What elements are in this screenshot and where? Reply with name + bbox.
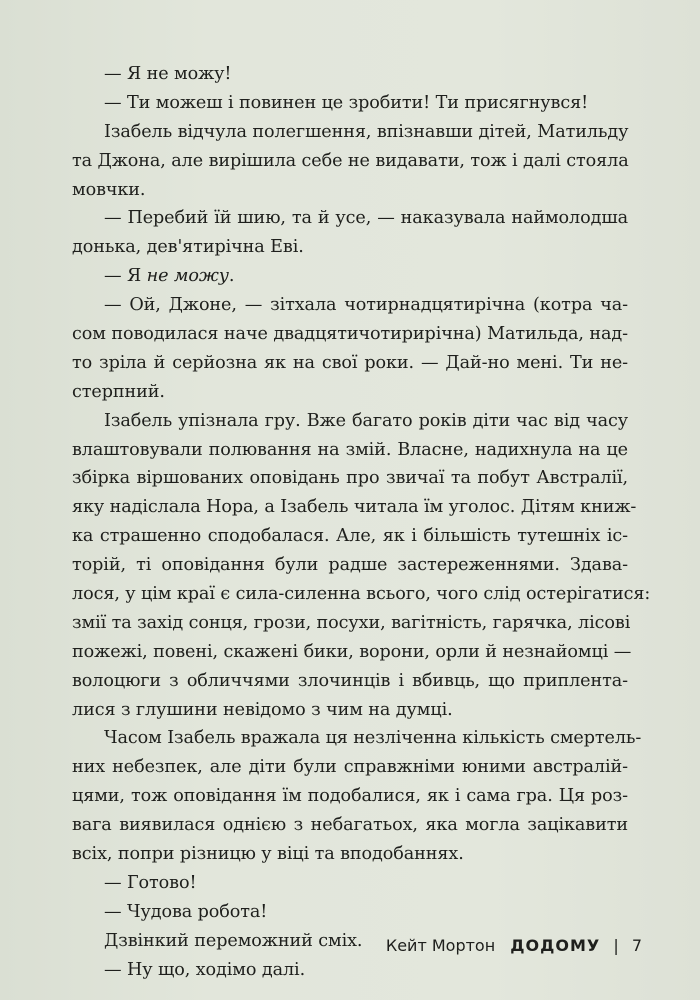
text-line: — Ой, Джоне, — зітхала чотирнадцятирічна (котра ча- <box>104 295 628 316</box>
text-line: вага виявилася однією з небагатьох, яка могла зацікавити <box>72 815 628 836</box>
text-line: сом поводилася наче двадцятичотирирічна) Матильда, над- <box>72 324 628 345</box>
text-line: лося, у цім краї є сила-силенна всього, чого слід остерігатися: <box>72 584 651 605</box>
text-line: — Я не можу. <box>104 266 235 287</box>
text-line: яку надіслала Нора, а Ізабель читала їм уголос. Дітям книж- <box>72 497 637 518</box>
text-line: лися з глушини невідомо з чим на думці. <box>72 699 453 720</box>
text-line: — Чудова робота! <box>104 901 268 922</box>
text-line: стерпний. <box>72 381 165 402</box>
text-line: цями, тож оповідання їм подобалися, як і сама гра. Ця роз- <box>72 786 628 807</box>
text-line: — Ти можеш і повинен це зробити! Ти присягнувся! <box>104 92 589 113</box>
body-text <box>72 60 651 985</box>
text-line: Часом Ізабель вражала ця незліченна кількість смертель- <box>104 728 642 749</box>
footer-author: Кейт Мортон <box>385 936 496 955</box>
text-line: — Перебий їй шию, та й усе, — наказувала наймолодша <box>104 208 628 229</box>
running-footer <box>386 936 642 955</box>
text-line: мовчки. <box>72 179 146 200</box>
text-line: Дзвінкий переможний сміх. <box>104 930 363 951</box>
text-line: торій, ті оповідання були радше застереженнями. Здава- <box>72 555 628 576</box>
text-line: донька, дев'ятирічна Еві. <box>72 237 304 258</box>
text-line: — Ну що, ходімо далі. <box>104 959 306 980</box>
text-line: змії та захід сонця, грози, посухи, вагітність, гарячка, лісові <box>72 612 631 633</box>
text-line: влаштовували полювання на змій. Власне, надихнула на це <box>72 439 628 460</box>
text-line: волоцюги з обличчями злочинців і вбивць, що приплента- <box>72 670 628 691</box>
footer-separator: | <box>613 936 619 955</box>
text-line: — Я не можу! <box>104 64 232 84</box>
text-line: та Джона, але вирішила себе не видавати, тож і далі стояла <box>72 150 629 171</box>
text-line: Ізабель відчула полегшення, впізнавши дітей, Матильду <box>104 121 629 142</box>
text-line: ка страшенно сподобалася. Але, як і більшість тутешніх іс- <box>72 526 628 547</box>
footer-book-title: ДОДОМУ <box>510 936 601 955</box>
text-line: — Готово! <box>104 872 197 893</box>
text-line: то зріла й серйозна як на свої роки. — Дай-но мені. Ти не- <box>72 352 628 373</box>
page-number: 7 <box>631 936 642 955</box>
text-line: них небезпек, але діти були справжніми юними австралій- <box>72 757 628 778</box>
text-line: пожежі, повені, скажені бики, ворони, орли й незнайомці — <box>72 641 632 662</box>
text-line: всіх, попри різницю у віці та вподобаннях. <box>72 844 464 865</box>
text-line: Ізабель упізнала гру. Вже багато років діти час від часу <box>104 410 628 431</box>
text-line: збірка віршованих оповідань про звичаї та побут Австралії, <box>72 468 628 489</box>
